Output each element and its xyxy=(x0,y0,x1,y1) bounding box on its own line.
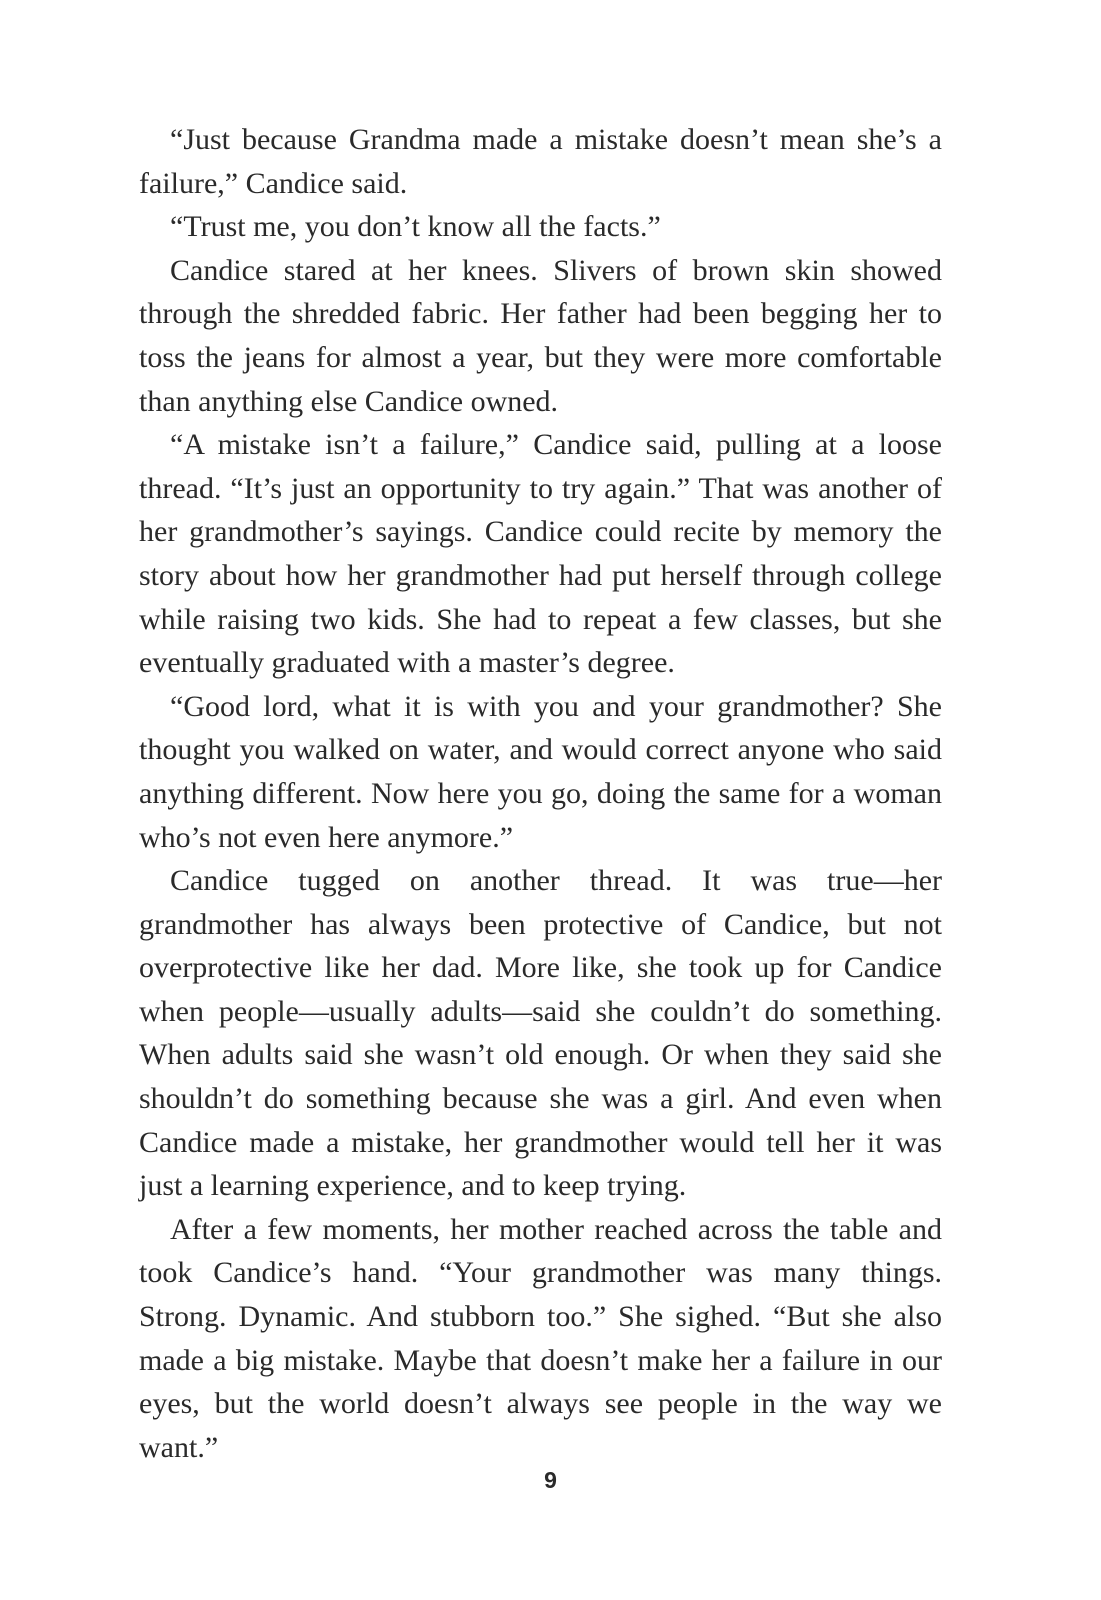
page-number: 9 xyxy=(544,1467,557,1493)
paragraph: Candice stared at her knees. Slivers of brown skin showed through the shredded fabric. Her father had been begging her to toss the jeans for almost a year, but they were more comfortable than anything else Candice owned. xyxy=(139,253,942,418)
paragraph: “Just because Grandma made a mistake doesn’t mean she’s a failure,” Candice said. xyxy=(139,123,942,200)
paragraph: After a few moments, her mother reached across the table and took Candice’s hand. “Your grandmother was many things. Strong. Dynamic. And stubborn too.” She sighed. “But she also made a big mistake. Maybe that doesn’t make her a failure in our eyes, but the world doesn’t always see people in the way we want.” xyxy=(139,1212,942,1464)
paragraph: Candice tugged on another thread. It was true—her grandmother has always been protective of Candice, but not overprotective like her dad. More like, she took up for Candice when people—usually adults—said she couldn’t do something. When adults said she wasn’t old enough. Or when they said she shouldn’t do something because she was a girl. And even when Candice made a mistake, her grandmother would tell her it was just a learning experience, and to keep trying. xyxy=(139,864,942,1203)
paragraph: “Good lord, what it is with you and your grandmother? She thought you walked on water, and would correct anyone who said anything different. Now here you go, doing the same for a woman who’s not even here anymore.” xyxy=(139,689,942,854)
body-text xyxy=(139,118,942,1469)
paragraph: “Trust me, you don’t know all the facts.” xyxy=(170,210,661,244)
paragraph: “A mistake isn’t a failure,” Candice said, pulling at a loose thread. “It’s just an opportunity to try again.” That was another of her grandmother’s sayings. Candice could recite by memory the story about how her grandmother had put herself through college while raising two kids. She had to repeat a few classes, but she eventually graduated with a master’s degree. xyxy=(139,428,942,680)
